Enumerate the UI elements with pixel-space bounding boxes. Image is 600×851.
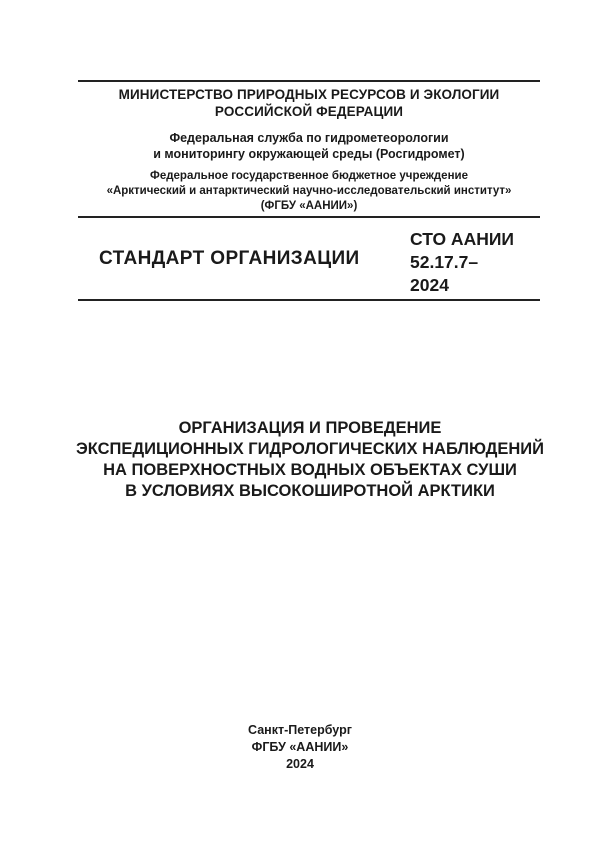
bottom-divider	[78, 299, 540, 301]
top-divider	[78, 80, 540, 82]
institute-line-3: (ФГБУ «ААНИИ»)	[260, 200, 358, 212]
ministry-line-2: РОССИЙСКОЙ ФЕДЕРАЦИИ	[214, 104, 404, 119]
ministry-name	[78, 86, 540, 120]
imprint	[150, 722, 450, 773]
imprint-city: Санкт-Петербург	[248, 723, 352, 737]
standard-code-line-2: 52.17.7–	[410, 252, 479, 272]
institute-line-2: «Арктический и антарктический научно-исследовательский институт»	[106, 185, 512, 197]
service-line-1: Федеральная служба по гидрометеорологии	[169, 131, 449, 145]
imprint-year: 2024	[286, 757, 314, 771]
middle-divider	[78, 216, 540, 218]
service-line-2: и мониторингу окружающей среды (Росгидромет)	[153, 147, 465, 161]
title-line-2: ЭКСПЕДИЦИОННЫХ ГИДРОЛОГИЧЕСКИХ НАБЛЮДЕНИЙ	[75, 440, 544, 458]
title-line-4: В УСЛОВИЯХ ВЫСОКОШИРОТНОЙ АРКТИКИ	[125, 482, 495, 500]
standard-code	[410, 228, 514, 297]
standard-code-line-3: 2024	[410, 275, 449, 295]
title-line-3: НА ПОВЕРХНОСТНЫХ ВОДНЫХ ОБЪЕКТАХ СУШИ	[103, 461, 517, 479]
title-line-1: ОРГАНИЗАЦИЯ И ПРОВЕДЕНИЕ	[178, 419, 442, 437]
ministry-line-1: МИНИСТЕРСТВО ПРИРОДНЫХ РЕСУРСОВ И ЭКОЛОГИИ	[118, 87, 500, 102]
standard-label: СТАНДАРТ ОРГАНИЗАЦИИ	[99, 248, 360, 269]
institute-line-1: Федеральное государственное бюджетное учреждение	[150, 170, 468, 182]
standard-code-line-1: СТО ААНИИ	[410, 229, 515, 249]
federal-service-name	[78, 130, 540, 162]
imprint-publisher: ФГБУ «ААНИИ»	[251, 740, 349, 754]
institute-name	[78, 169, 540, 214]
document-title	[40, 418, 580, 502]
